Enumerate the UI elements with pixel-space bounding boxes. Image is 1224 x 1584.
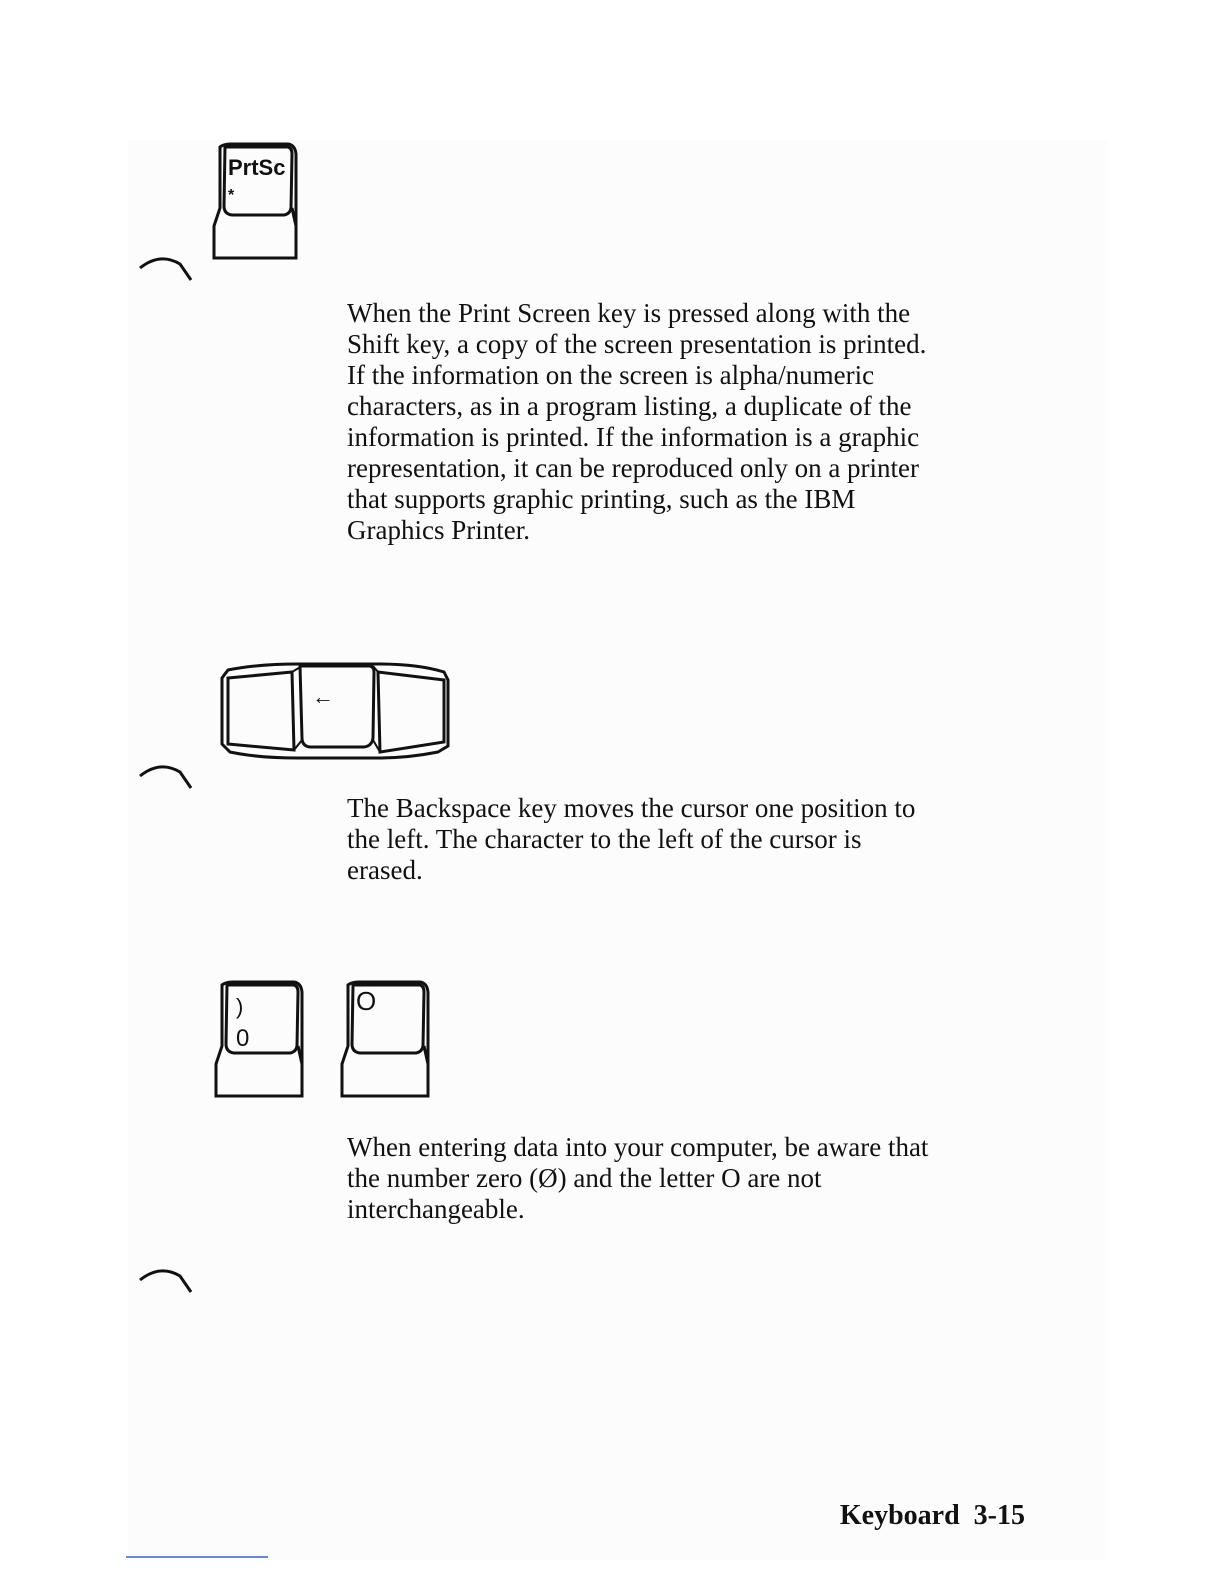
backspace-key-icon (218, 660, 454, 762)
backspace-arrow-icon: ← (312, 684, 334, 709)
footer-section-title: Keyboard (839, 1500, 960, 1531)
backspace-description: The Backspace key moves the cursor one position to the left. The character to the left of the cursor is erased. (347, 793, 916, 885)
prtsc-key-icon (208, 142, 300, 264)
letter-o-key-icon (336, 980, 432, 1102)
margin-marker-icon (138, 254, 194, 282)
margin-marker-icon (138, 1266, 194, 1294)
print-screen-description: When the Print Screen key is pressed along with the Shift key, a copy of the screen presentation is printed. If the information on the screen is alpha/numeric characters, as in a program listing, a duplicate of the information is printed. If the information is a graphic representation, it can be reproduced only on a printer that supports graphic printing, such as the IBM Graphics Printer. (347, 298, 927, 545)
prtsc-key-asterisk: * (228, 187, 235, 204)
zero-key-paren: ) (236, 994, 244, 1019)
bottom-divider (126, 1556, 268, 1558)
letter-o-key-label: O (356, 986, 377, 1016)
zero-key-digit: 0 (236, 1025, 250, 1052)
margin-marker-icon (138, 762, 194, 790)
zero-key-icon (210, 980, 306, 1102)
prtsc-key-label: PrtSc (228, 155, 286, 180)
page-number: 3-15 (973, 1500, 1025, 1531)
page-footer (840, 1500, 1025, 1532)
zero-vs-o-description: When entering data into your computer, be aware that the number zero (Ø) and the letter O are not interchangeable. (347, 1132, 929, 1224)
